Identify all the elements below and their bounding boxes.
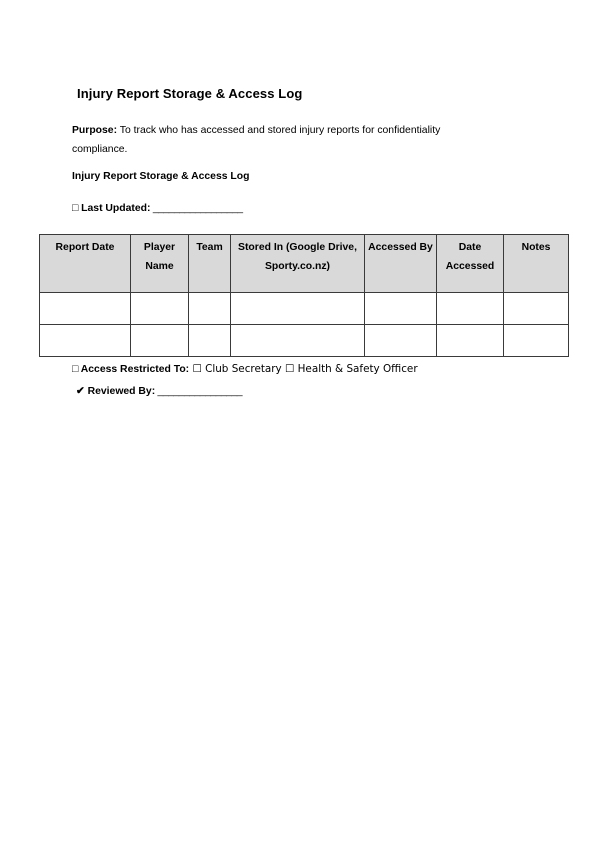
header-notes: Notes xyxy=(504,235,569,293)
health-safety-officer-checkbox[interactable]: ☐ Health & Safety Officer xyxy=(281,363,418,375)
table-cell[interactable] xyxy=(189,325,231,357)
table-cell[interactable] xyxy=(231,325,365,357)
purpose-text: To track who has accessed and stored injury reports for confidentiality compliance. xyxy=(72,125,441,155)
last-updated-blank: _________________ xyxy=(150,203,243,214)
header-stored-in: Stored In (Google Drive, Sporty.co.nz) xyxy=(231,235,365,293)
header-player-name: Player Name xyxy=(131,235,189,293)
club-secretary-checkbox[interactable]: ☐ Club Secretary xyxy=(189,363,282,375)
table-cell[interactable] xyxy=(437,293,504,325)
table-cell[interactable] xyxy=(504,293,569,325)
header-accessed-by: Accessed By xyxy=(365,235,437,293)
document-title: Injury Report Storage & Access Log xyxy=(77,86,303,101)
table-cell[interactable] xyxy=(40,325,131,357)
access-log-table xyxy=(39,234,569,357)
table-cell[interactable] xyxy=(437,325,504,357)
header-report-date: Report Date xyxy=(40,235,131,293)
table-row xyxy=(40,293,569,325)
reviewed-by-line xyxy=(76,385,242,397)
header-date-accessed: Date Accessed xyxy=(437,235,504,293)
purpose-label: Purpose: xyxy=(72,125,118,136)
reviewed-by-blank: ________________ xyxy=(155,386,243,397)
header-team: Team xyxy=(189,235,231,293)
last-updated-label: □ Last Updated: xyxy=(72,203,151,214)
table-cell[interactable] xyxy=(131,325,189,357)
section-heading: Injury Report Storage & Access Log xyxy=(72,171,250,182)
table-cell[interactable] xyxy=(365,325,437,357)
reviewed-by-label: ✔ Reviewed By: xyxy=(76,386,156,397)
table-cell[interactable] xyxy=(504,325,569,357)
table-cell[interactable] xyxy=(40,293,131,325)
table-cell[interactable] xyxy=(189,293,231,325)
table-row xyxy=(40,325,569,357)
last-updated-line xyxy=(72,203,243,214)
table-cell[interactable] xyxy=(231,293,365,325)
table-cell[interactable] xyxy=(131,293,189,325)
table-cell[interactable] xyxy=(365,293,437,325)
purpose-paragraph xyxy=(72,121,492,159)
table-header-row xyxy=(40,235,569,293)
access-restricted-line xyxy=(72,363,418,375)
access-restricted-label: □ Access Restricted To: xyxy=(72,364,190,375)
